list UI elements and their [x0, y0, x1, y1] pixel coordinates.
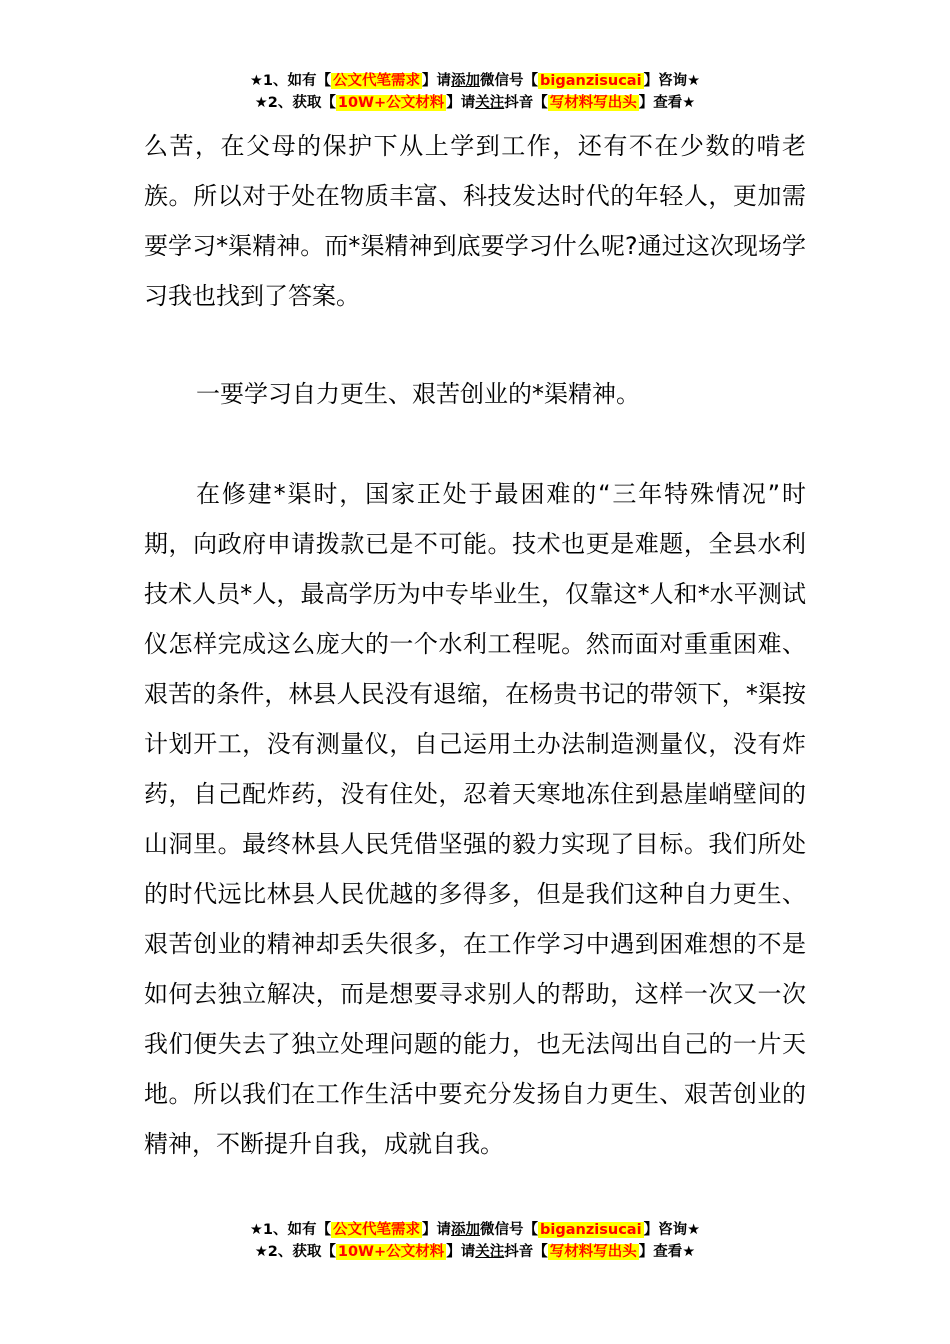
banner-text: ★1、如有【 [249, 1222, 332, 1238]
wechat-id-highlight: biganzisucai [540, 1222, 642, 1238]
body-paragraph-2: 在修建*渠时，国家正处于最困难的“三年特殊情况”时期，向政府申请拨款已是不可能。技术也更是难题，全县水利技术人员*人，最高学历为中专毕业生，仅靠这*人和*水平测试仪怎样完成这么庞大的一个水利工程呢。然而面对重重困难、艰苦的条件，林县人民没有退缩，在杨贵书记的带领下，*渠按计划开工，没有测量仪，自己运用土办法制造测量仪，没有炸药，自己配炸药，没有住处，忍着天寒地冻住到悬崖峭壁间的山洞里。最终林县人民凭借坚强的毅力实现了目标。我们所处的时代远比林县人民优越的多得多，但是我们这种自力更生、艰苦创业的精神却丢失很多，在工作学习中遇到困难想的不是如何去独立解决，而是想要寻求别人的帮助，这样一次又一次我们便失去了独立处理问题的能力，也无法闯出自己的一片天地。所以我们在工作生活中要充分发扬自力更生、艰苦创业的精神，不断提升自我，成就自我。 [144, 480, 806, 1158]
materials-highlight: 10W+公文材料 [337, 1244, 445, 1260]
banner-text: ★1、如有【 [249, 73, 332, 89]
banner-line-1 [0, 1219, 950, 1241]
follow-underlined: 关注 [475, 1244, 505, 1260]
body-paragraph-1: 么苦，在父母的保护下从上学到工作，还有不在少数的啃老族。所以对于处在物质丰富、科技发达时代的年轻人，更加需要学习*渠精神。而*渠精神到底要学习什么呢?通过这次现场学习我也找到了答案。 [144, 132, 806, 310]
banner-text: 】咨询★ [643, 1222, 701, 1238]
banner-text: 】请 [422, 1222, 452, 1238]
add-underlined: 添加 [451, 1222, 481, 1238]
add-underlined: 添加 [451, 73, 481, 89]
banner-text: 】请 [446, 95, 476, 111]
douyin-highlight: 写材料写出头 [549, 1244, 637, 1260]
follow-underlined: 关注 [475, 95, 505, 111]
banner-text: ★2、获取【 [254, 95, 336, 111]
banner-text: 】请 [422, 73, 452, 89]
bottom-banner [0, 1219, 950, 1263]
service-highlight: 公文代笔需求 [333, 1222, 421, 1238]
banner-line-2 [0, 1241, 950, 1263]
section-heading: 一要学习自力更生、艰苦创业的*渠精神。 [196, 380, 640, 408]
banner-text: ★2、获取【 [254, 1244, 336, 1260]
banner-text: 】请 [446, 1244, 476, 1260]
banner-text: 抖音【 [504, 1244, 548, 1260]
banner-line-2 [0, 92, 950, 114]
douyin-highlight: 写材料写出头 [549, 95, 637, 111]
banner-text: 】咨询★ [643, 73, 701, 89]
banner-text: 微信号【 [480, 1222, 539, 1238]
materials-highlight: 10W+公文材料 [337, 95, 445, 111]
banner-text: 抖音【 [504, 95, 548, 111]
wechat-id-highlight: biganzisucai [540, 73, 642, 89]
banner-text: 】查看★ [638, 1244, 696, 1260]
top-banner [0, 70, 950, 114]
service-highlight: 公文代笔需求 [333, 73, 421, 89]
banner-text: 】查看★ [638, 95, 696, 111]
banner-text: 微信号【 [480, 73, 539, 89]
banner-line-1 [0, 70, 950, 92]
